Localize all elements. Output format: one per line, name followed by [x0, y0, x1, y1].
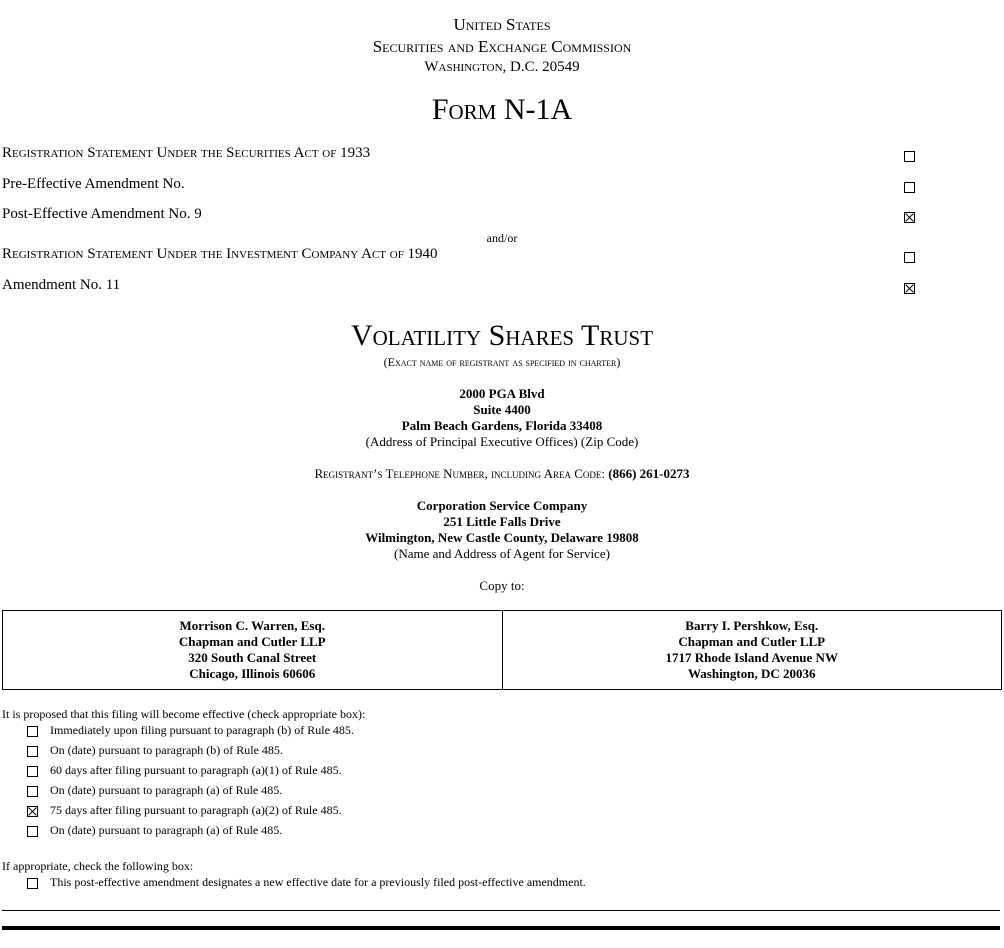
registrant-address-line2: Suite 4400 [473, 402, 531, 417]
new-effective-date-label: This post-effective amendment designates a new effective date for a previously filed post-effective amendment. [50, 875, 586, 889]
registrant-name: Volatility Shares Trust [350, 319, 654, 352]
pre-effective-amendment-checkbox[interactable] [904, 182, 915, 193]
new-effective-date-checkbox[interactable] [27, 878, 38, 889]
counsel-cell-right [502, 611, 1002, 689]
post-effective-amendment-label: Post-Effective Amendment No. 9 [2, 206, 202, 222]
reg-securities-act-checkbox[interactable] [904, 151, 915, 162]
counsel-street: 320 South Canal Street [188, 650, 317, 665]
divider-thin [2, 910, 1000, 911]
copy-to-label: Copy to: [479, 578, 525, 593]
counsel-table [2, 610, 1002, 690]
counsel-name: Barry I. Pershkow, Esq. [685, 618, 819, 633]
effective-option-label: On (date) pursuant to paragraph (a) of Rule 485. [50, 783, 283, 797]
effective-option-label: 60 days after filing pursuant to paragraph (a)(1) of Rule 485. [50, 763, 342, 777]
effective-option-label: 75 days after filing pursuant to paragraph (a)(2) of Rule 485. [50, 803, 342, 817]
counsel-street: 1717 Rhode Island Avenue NW [665, 650, 838, 665]
registrant-name-caption: (Exact name of registrant as specified in charter) [383, 355, 621, 369]
effective-option-checkbox[interactable] [27, 806, 38, 817]
agent-line2: 251 Little Falls Drive [443, 514, 561, 529]
header-country: United States [453, 15, 551, 34]
header-agency: Securities and Exchange Commission [372, 37, 632, 56]
agent-line1: Corporation Service Company [416, 498, 588, 513]
counsel-firm: Chapman and Cutler LLP [678, 634, 826, 649]
registrant-phone: (866) 261-0273 [608, 466, 690, 481]
registrant-address-caption: (Address of Principal Executive Offices) (Zip Code) [365, 434, 639, 449]
agent-caption: (Name and Address of Agent for Service) [394, 546, 610, 561]
effective-option-checkbox[interactable] [27, 826, 38, 837]
counsel-name: Morrison C. Warren, Esq. [179, 618, 325, 633]
effective-option-checkbox[interactable] [27, 786, 38, 797]
divider-thick [2, 926, 1000, 930]
counsel-city: Washington, DC 20036 [688, 666, 816, 681]
counsel-firm: Chapman and Cutler LLP [178, 634, 326, 649]
amendment-no-checkbox[interactable] [904, 283, 915, 294]
header-city: Washington, D.C. 20549 [424, 59, 580, 75]
reg-investment-company-act-label: Registration Statement Under the Investment Company Act of 1940 [2, 246, 438, 262]
reg-securities-act-label: Registration Statement Under the Securities Act of 1933 [2, 145, 371, 161]
effective-intro: It is proposed that this filing will become effective (check appropriate box): [2, 707, 366, 721]
registrant-phone-row [0, 466, 1004, 482]
registrant-address-line3: Palm Beach Gardens, Florida 33408 [401, 418, 603, 433]
registrant-address-line1: 2000 PGA Blvd [459, 386, 545, 401]
effective-option-checkbox[interactable] [27, 726, 38, 737]
effective-option-checkbox[interactable] [27, 746, 38, 757]
appropriate-intro: If appropriate, check the following box: [2, 859, 194, 873]
andor-text: and/or [486, 231, 518, 245]
effective-option-checkbox[interactable] [27, 766, 38, 777]
amendment-no-label: Amendment No. 11 [2, 277, 121, 293]
post-effective-amendment-checkbox[interactable] [904, 212, 915, 223]
reg-investment-company-act-checkbox[interactable] [904, 252, 915, 263]
pre-effective-amendment-label: Pre-Effective Amendment No. [2, 176, 185, 192]
form-title: Form N-1A [431, 93, 573, 126]
registrant-phone-label: Registrant’s Telephone Number, including Area Code: [314, 466, 606, 481]
effective-option-label: On (date) pursuant to paragraph (b) of Rule 485. [50, 743, 283, 757]
counsel-cell-left [3, 611, 502, 689]
counsel-city: Chicago, Illinois 60606 [189, 666, 316, 681]
agent-line3: Wilmington, New Castle County, Delaware 19808 [365, 530, 639, 545]
effective-option-label: Immediately upon filing pursuant to paragraph (b) of Rule 485. [50, 723, 354, 737]
effective-option-label: On (date) pursuant to paragraph (a) of Rule 485. [50, 823, 283, 837]
